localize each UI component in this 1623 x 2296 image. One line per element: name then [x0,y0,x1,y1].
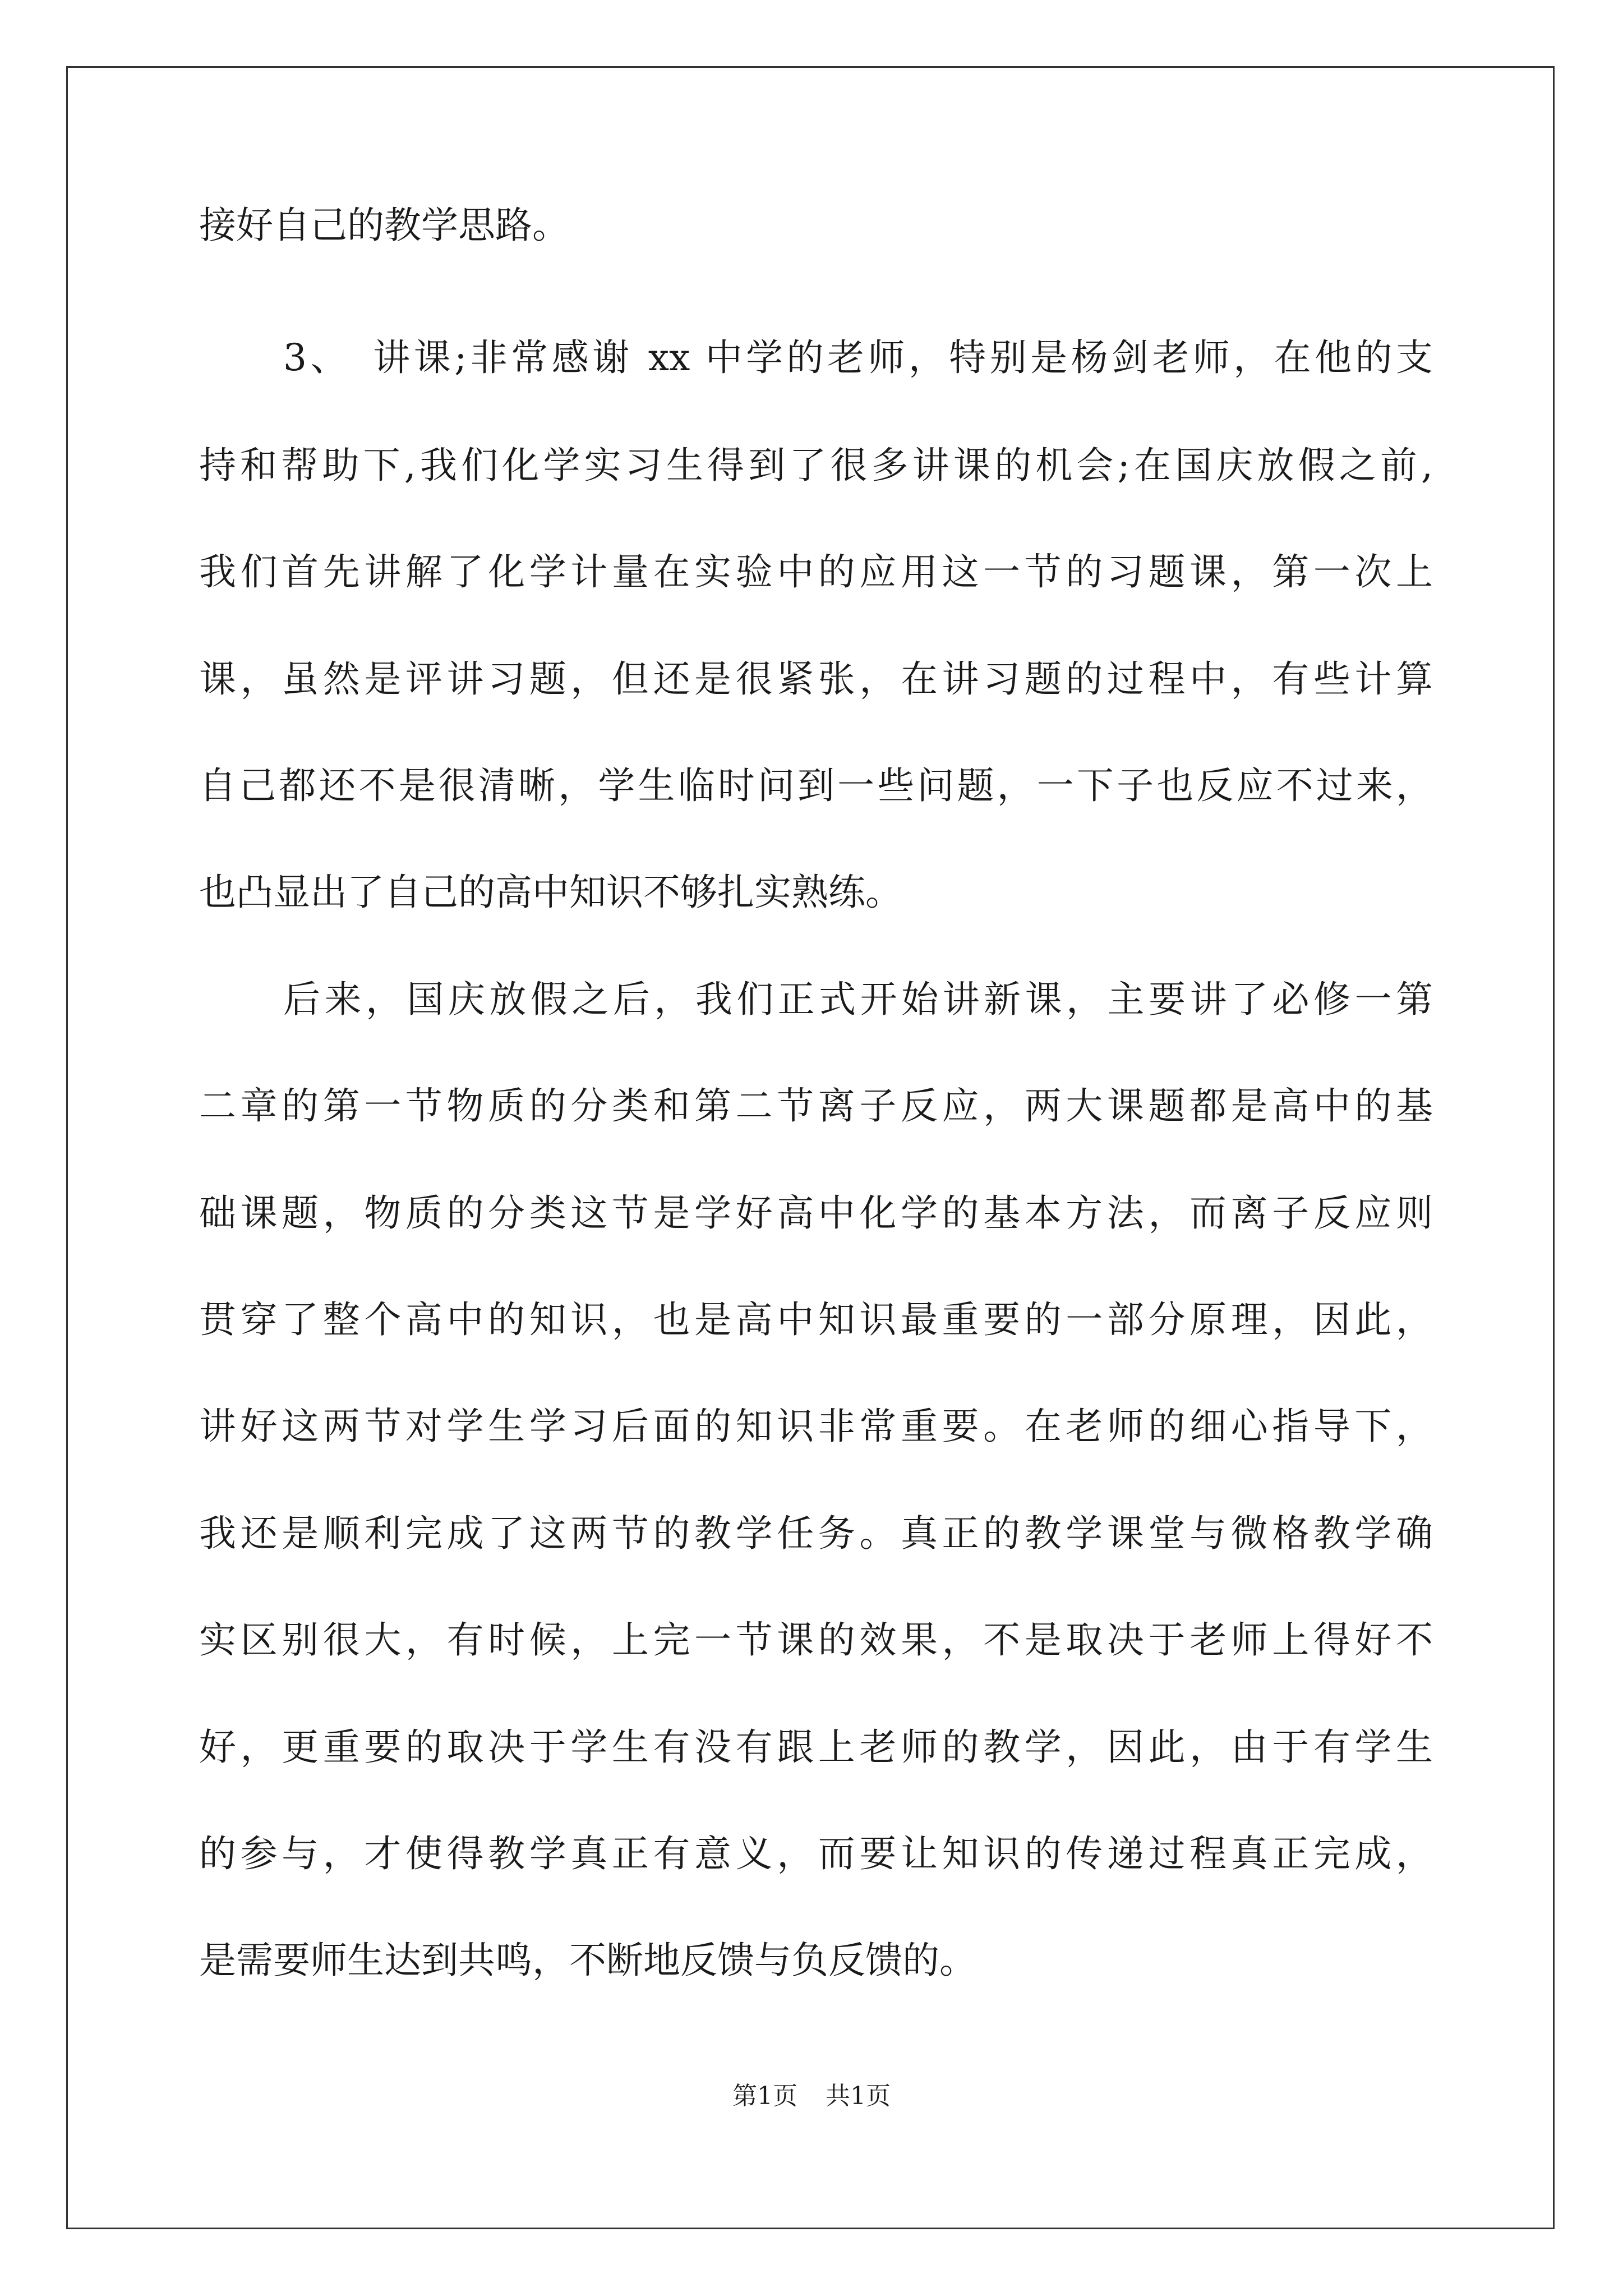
text-line: 持和帮助下,我们化学实习生得到了很多讲课的机会;在国庆放假之前, [199,444,1433,487]
text-line: 二章的第一节物质的分类和第二节离子反应，两大课题都是高中的基 [199,1084,1433,1128]
text-line: 讲好这两节对学生学习后面的知识非常重要。在老师的细心指导下， [199,1405,1433,1448]
page-total: 共1页 [826,2082,891,2110]
text-line: 自己都还不是很清晰，学生临时问到一些问题，一下子也反应不过来， [199,764,1433,807]
text-line: 后来，国庆放假之后，我们正式开始讲新课，主要讲了必修一第 [283,978,1433,1021]
text-line: 贯穿了整个高中的知识，也是高中知识最重要的一部分原理，因此， [199,1298,1433,1341]
page-footer [0,2076,1623,2111]
text-line: 好，更重要的取决于学生有没有跟上老师的教学，因此，由于有学生 [199,1726,1433,1769]
text-line: 础课题，物质的分类这节是学好高中化学的基本方法，而离子反应则 [199,1191,1433,1235]
text-line: 的参与，才使得教学真正有意义，而要让知识的传递过程真正完成， [199,1832,1433,1875]
page-frame [66,66,1555,2229]
text-line: 我们首先讲解了化学计量在实验中的应用这一节的习题课，第一次上 [199,550,1433,593]
text-line: 课，虽然是评讲习题，但还是很紧张，在讲习题的过程中，有些计算 [199,657,1433,701]
text-line: 3、 讲课;非常感谢 xx 中学的老师，特别是杨剑老师，在他的支 [283,336,1433,379]
text-line: 实区别很大，有时候，上完一节课的效果，不是取决于老师上得好不 [199,1618,1433,1662]
text-line: 也凸显出了自己的高中知识不够扎实熟练。 [199,871,902,914]
text-line: 接好自己的教学思路。 [199,204,569,247]
page-number: 第1页 [732,2082,797,2110]
text-line: 是需要师生达到共鸣，不断地反馈与负反馈的。 [199,1939,976,1982]
text-line: 我还是顺利完成了这两节的教学任务。真正的教学课堂与微格教学确 [199,1512,1433,1555]
